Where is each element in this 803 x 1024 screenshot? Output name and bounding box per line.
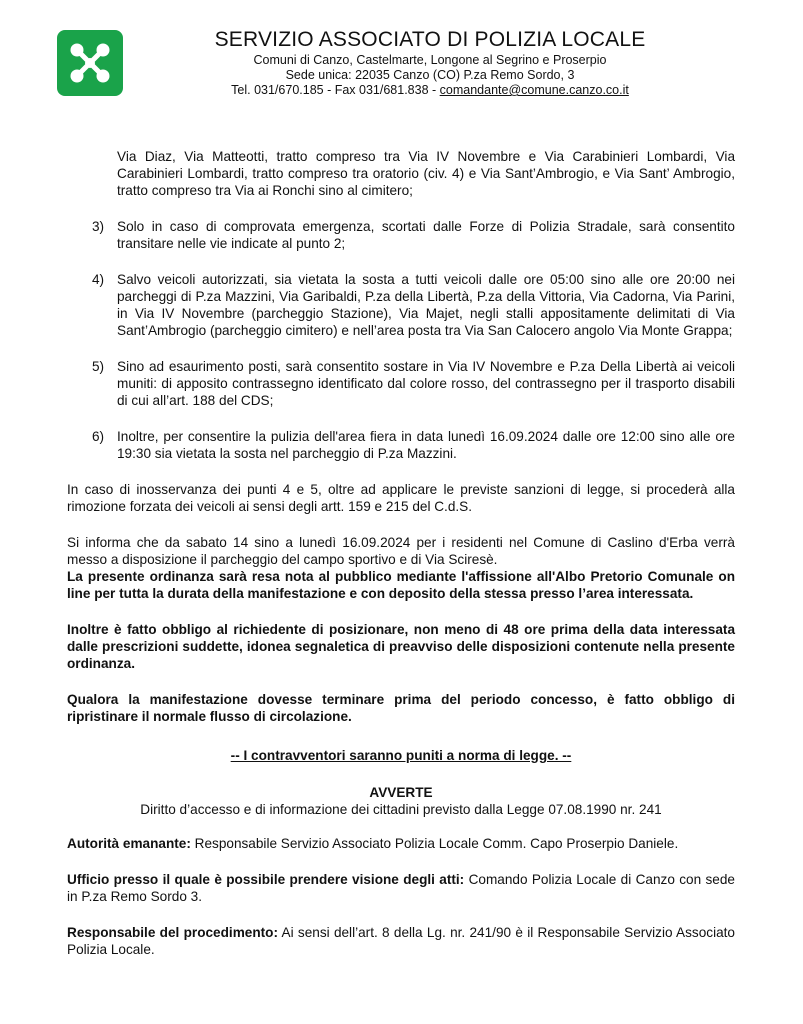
list-item: 4) Salvo veicoli autorizzati, sia vietata la sosta a tutti veicoli dalle ore 05:00 sino alle ore 20:00 nei parcheggi di P.za Mazzini, Via Garibaldi, P.za della Libertà, P.za della Vittoria, Via Cadorna, Via Parini, in Via IV Novembre (parcheggio Stazione), Via Majet, negli stalli appositamente delimitati di Via Sant’Ambrogio (parcheggio cimitero) e nell’area posta tra Via San Calocero angolo Via Monte Grappa; — [92, 272, 735, 338]
ripristino-paragraph: Qualora la manifestazione dovesse terminare prima del periodo concesso, è fatto obbligo di ripristinare il normale flusso di circolazione. — [67, 692, 735, 724]
avverte-subheading: Diritto d’accesso e di informazione dei cittadini previsto dalla Legge 07.08.1990 nr. 241 — [140, 802, 662, 817]
regione-logo — [57, 30, 123, 96]
phone-fax: Tel. 031/670.185 - Fax 031/681.838 - — [231, 83, 437, 97]
list-item: 6) Inoltre, per consentire la pulizia dell'area fiera in data lunedì 16.09.2024 dalle ore 12:00 sino alle ore 19:30 sia vietata la sosta nel parcheggio di P.za Mazzini. — [92, 429, 735, 461]
document-body — [67, 148, 735, 958]
address-line: Sede unica: 22035 Canzo (CO) P.za Remo Sordo, 3 — [285, 68, 575, 82]
autorita-paragraph: Autorità emanante: Responsabile Servizio Associato Polizia Locale Comm. Capo Proserpio Daniele. — [67, 836, 679, 851]
ufficio-paragraph: Ufficio presso il quale è possibile prendere visione degli atti: Comando Polizia Locale di Canzo con sede in P.za Remo Sordo 3. — [67, 872, 735, 904]
item-2-continuation: Via Diaz, Via Matteotti, tratto compreso tra Via IV Novembre e Via Carabinieri Lombardi, Via Carabinieri Lombardi, tratto compreso tra oratorio (civ. 4) e Via Sant’Ambrogio, e Via Sant’ Ambrogio, tratto compreso tra Via ai Ronchi sino al cimitero; — [117, 149, 735, 198]
responsabile-paragraph: Responsabile del procedimento: Ai sensi dell’art. 8 della Lg. nr. 241/90 è il Responsabile Servizio Associato Polizia Locale. — [67, 925, 735, 957]
inosservanza-paragraph: In caso di inosservanza dei punti 4 e 5, oltre ad applicare le previste sanzioni di legge, si procederà alla rimozione forzata dei veicoli ai sensi degli artt. 159 e 215 del C.d.S. — [67, 482, 735, 514]
contravventori-line: -- I contravventori saranno puniti a norma di legge. -- — [230, 748, 572, 763]
municipalities-line: Comuni di Canzo, Castelmarte, Longone al Segrino e Proserpio — [253, 53, 607, 67]
segnaletica-paragraph: Inoltre è fatto obbligo al richiedente di posizionare, non meno di 48 ore prima della data interessata dalle prescrizioni suddette, idonea segnaletica di preavviso delle disposizioni contenute nella presente ordinanza. — [67, 622, 735, 671]
email-link[interactable]: comandante@comune.canzo.co.it — [439, 83, 629, 97]
avverte-heading: AVVERTE — [369, 785, 433, 800]
ordinance-items — [67, 218, 735, 462]
pubblicita-paragraph: La presente ordinanza sarà resa nota al pubblico mediante l'affissione all'Albo Pretorio Comunale on line per tutta la durata della manifestazione e con deposito della stessa presso l’area interessata. — [67, 569, 735, 601]
rosa-camuna-icon — [57, 30, 123, 96]
contact-line — [150, 83, 710, 98]
letterhead — [150, 27, 710, 98]
list-item: 3) Solo in caso di comprovata emergenza, scortati dalle Forze di Polizia Stradale, sarà consentito transitare nelle vie indicate al punto 2; — [92, 219, 735, 251]
informa-paragraph: Si informa che da sabato 14 sino a lunedì 16.09.2024 per i residenti nel Comune di Caslino d'Erba verrà messo a disposizione il parcheggio del campo sportivo e di Via Sciresè. — [67, 535, 735, 567]
office-title: SERVIZIO ASSOCIATO DI POLIZIA LOCALE — [214, 28, 646, 51]
list-item: 5) Sino ad esaurimento posti, sarà consentito sostare in Via IV Novembre e P.za Della Libertà ai veicoli muniti: di apposito contrassegno identificato dal colore rosso, del contrassegno per il trasporto disabili di cui all’art. 188 del CDS; — [92, 359, 735, 408]
